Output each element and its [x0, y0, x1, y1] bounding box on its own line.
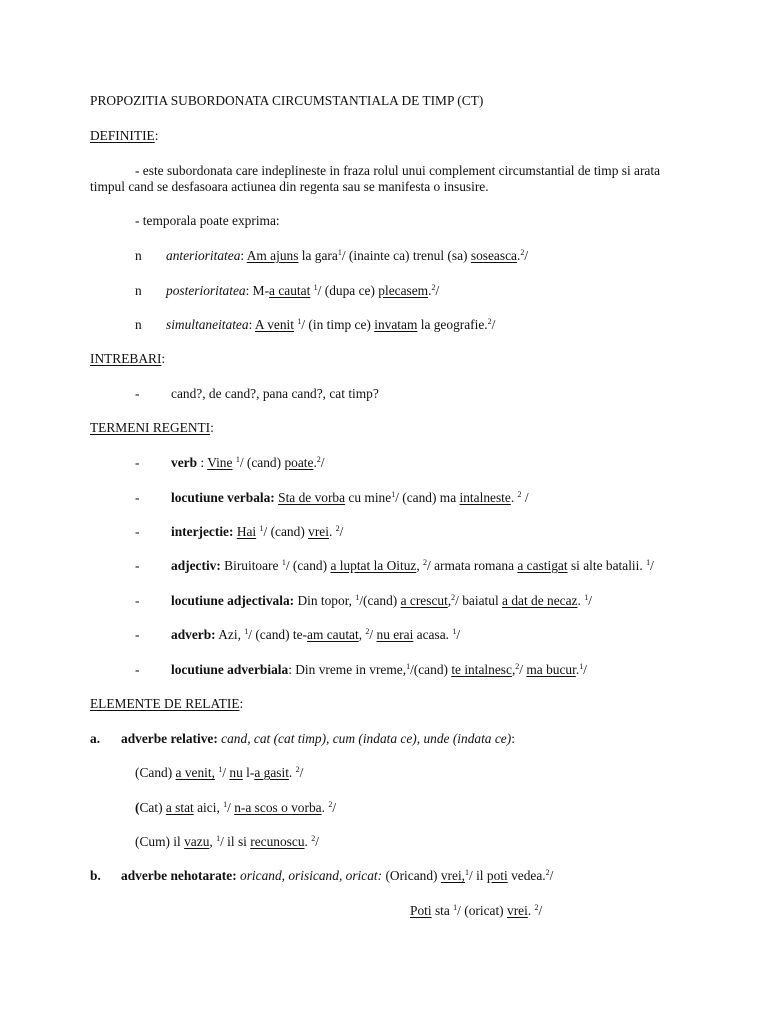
example-cand: (Cand) a venit, $^1$/ nu l-a gasit. $^2$/	[135, 765, 304, 780]
list-bullet: -	[135, 455, 140, 470]
list-bullet: -	[135, 558, 140, 573]
definitie-heading: DEFINITIE:	[90, 128, 159, 143]
termen-adverb: adverb: Azi, $^1$/ (cand) te-am cautat, $^2$/ nu erai acasa. $^1$/	[171, 627, 461, 642]
list-bullet: -	[135, 386, 140, 401]
section-marker-a: a.	[90, 731, 101, 746]
list-item-simultaneitatea: simultaneitatea: A venit $^1$/ (in timp ce) invatam la geografie.$^2$/	[166, 317, 496, 332]
intrebari-list: cand?, de cand?, pana cand?, cat timp?	[171, 386, 379, 401]
adverbe-relative: adverbe relative: cand, cat (cat timp), cum (indata ce), unde (indata ce):	[121, 731, 515, 746]
example-cat: (Cat) a stat aici, $^1$/ n-a scos o vorba. $^2$/	[135, 800, 337, 815]
document-title: PROPOZITIA SUBORDONATA CIRCUMSTANTIALA DE TIMP (CT)	[90, 93, 484, 108]
example-cum: (Cum) il vazu, $^1$/ il si recunoscu. $^2$/	[135, 834, 319, 849]
list-item-posterioritatea: posterioritatea: M-a cautat $^1$/ (dupa ce) plecasem.$^2$/	[166, 283, 440, 298]
termen-locutiune-adjectivala: locutiune adjectivala: Din topor, $^1$/(cand) a crescut,$^2$/ baiatul a dat de necaz. $^1$/	[171, 593, 592, 608]
elemente-heading: ELEMENTE DE RELATIE:	[90, 696, 244, 711]
termen-verb: verb : Vine $^1$/ (cand) poate.$^2$/	[171, 455, 325, 470]
list-bullet: -	[135, 627, 140, 642]
definitie-paragraph-line-2: timpul cand se desfasoara actiunea din regenta sau se manifesta o insusire.	[90, 179, 489, 194]
list-bullet: -	[135, 662, 140, 677]
list-bullet: -	[135, 490, 140, 505]
list-bullet: -	[135, 593, 140, 608]
example-oricat: Poti sta $^1$/ (oricat) vrei. $^2$/	[410, 903, 543, 918]
termeni-heading: TERMENI REGENTI:	[90, 420, 214, 435]
section-marker-b: b.	[90, 868, 101, 883]
termen-locutiune-adverbiala: locutiune adverbiala: Din vreme in vreme,$^1$/(cand) te intalnesc,$^2$/ ma bucur.$^1$/	[171, 662, 587, 677]
termen-interjectie: interjectie: Hai $^1$/ (cand) vrei. $^2$/	[171, 524, 344, 539]
list-item-anterioritatea: anterioritatea: Am ajuns la gara$^1$/ (inainte ca) trenul (sa) soseasca.$^2$/	[166, 248, 529, 263]
list-bullet: n	[135, 283, 142, 298]
list-bullet: n	[135, 248, 142, 263]
intrebari-heading: INTREBARI:	[90, 351, 166, 366]
definitie-paragraph-2: - temporala poate exprima:	[135, 213, 280, 228]
termen-adjectiv: adjectiv: Biruitoare $^1$/ (cand) a luptat la Oituz, $^2$/ armata romana a castigat si alte batalii. $^1$/	[171, 558, 654, 573]
termen-locutiune-verbala: locutiune verbala: Sta de vorba cu mine$^1$/ (cand) ma intalneste. $^2$ /	[171, 490, 529, 505]
list-bullet: n	[135, 317, 142, 332]
adverbe-nehotarate: adverbe nehotarate: oricand, orisicand, oricat: (Oricand) vrei,$^1$/ il poti vedea.$^2$/	[121, 868, 554, 883]
list-bullet: -	[135, 524, 140, 539]
definitie-paragraph-line-1: - este subordonata care indeplineste in fraza rolul unui complement circumstantial de timp si arata	[135, 163, 661, 178]
